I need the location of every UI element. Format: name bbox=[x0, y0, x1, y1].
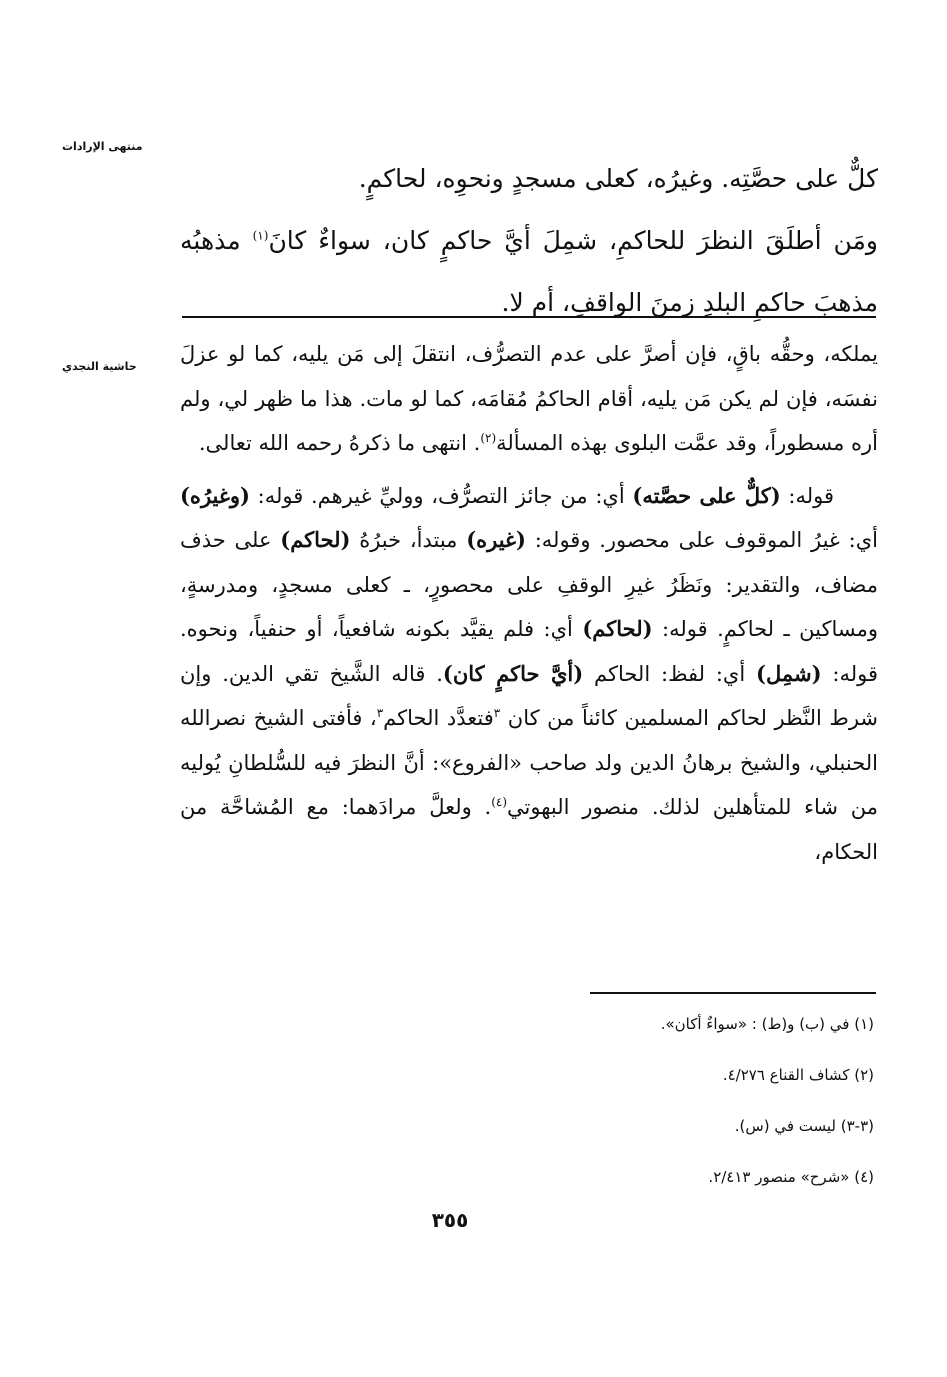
main-text-fragment: مذهبُه مذهبَ حاكمِ البلدِ زمنَ الواقفِ، أم لا. bbox=[180, 226, 878, 317]
commentary-fragment: ، فأفتى الشيخ نصرالله الحنبلي، والشيخ برهانُ الدين ولد صاحب «الفروع»: أنَّ النظرَ فيه للسُّلطانِ يُوليه من شاء للمتأهلين لذلك. منصور البهوتي bbox=[180, 706, 878, 819]
main-paragraph: كلٌّ على حصَّتِه. وغيرُه، كعلى مسجدٍ ونحوِه، لحاكمٍ. bbox=[358, 164, 878, 193]
footnote-ref: ٣ bbox=[376, 706, 384, 720]
commentary-fragment: مبتدأ، خبرُهُ bbox=[350, 528, 467, 552]
commentary-fragment: . انتهى ما ذكرهُ رحمه الله تعالى. bbox=[198, 431, 481, 455]
quoted-lemma: (وغيرُه) bbox=[180, 482, 250, 508]
commentary-fragment: أي: لفظ: الحاكم bbox=[583, 661, 757, 686]
commentary-paragraph bbox=[180, 474, 878, 875]
book-title-label: منتهى الإرادات bbox=[62, 140, 143, 153]
commentary-fragment: أي: غيرُ الموقوف على محصور. وقوله: bbox=[525, 528, 879, 552]
quoted-lemma: (شمِل) bbox=[756, 660, 822, 686]
commentary-fragment: أي: فلم يقيَّد بكونه شافعياً، أو حنفياً، ونحوه. قوله: bbox=[180, 617, 878, 686]
commentary-fragment: أي: من جائز التصرُّف، ووليِّ غيرهم. قوله: bbox=[249, 483, 633, 508]
commentary-text bbox=[180, 332, 878, 874]
commentary-fragment: يملكه، وحقُّه باقٍ، فإن أصرَّ على عدم التصرُّف، انتقلَ إلى مَن يليه، كما لو عزلَ نفسَه، فإن لم يكن مَن يليه، أقام الحاكمُ مُقامَه، كما لو مات. هذا ما ظهر لي، ولم أره مسطوراً، وقد عمَّت البلوى بهذه المسألة bbox=[180, 342, 878, 455]
page-number: ٣٥٥ bbox=[431, 1208, 469, 1232]
quoted-lemma: (أيَّ حاكمٍ كان) bbox=[442, 660, 584, 686]
footnote-ref: ٣ bbox=[493, 706, 501, 720]
footnote-4: (٤) «شرح» منصور ٢/٤١٣. bbox=[708, 1168, 874, 1186]
footnote-1: (١) في (ب) و(ط) : «سواءٌ أكان». bbox=[660, 1015, 874, 1033]
footnote-divider bbox=[590, 992, 876, 994]
footnote-ref: (٢) bbox=[480, 431, 497, 445]
footnote-ref: (١) bbox=[252, 228, 269, 243]
quoted-lemma: (غيره) bbox=[466, 527, 526, 552]
main-text bbox=[180, 148, 878, 334]
footnote-3: (٣-٣) ليست في (س). bbox=[734, 1117, 874, 1135]
commentary-fragment: . قاله الشَّيخ تقي الدين. وإن شرط النَّظر لحاكم المسلمين كائناً من كان bbox=[180, 661, 879, 730]
quoted-lemma: (كلٌّ على حصَّته) bbox=[632, 482, 781, 508]
commentary-fragment: على حذف مضاف، والتقدير: ونَظَرُ غيرِ الوقفِ على محصورٍ، ـ كعلى مسجدٍ، ومدرسةٍ، ومساكين ـ لحاكمٍ. قوله: bbox=[180, 528, 878, 641]
commentary-fragment: . ولعلَّ مرادَهما: مع المُشاحَّة من الحكام، bbox=[180, 795, 878, 864]
footnotes bbox=[180, 1006, 874, 1210]
main-text-fragment: ومَن أطلَقَ النظرَ للحاكمِ، شمِلَ أيَّ حاكمٍ كان، سواءٌ كانَ bbox=[268, 226, 879, 255]
quoted-lemma: (لحاكم) bbox=[280, 527, 351, 552]
section-divider bbox=[182, 316, 876, 318]
commentary-title-label: حاشية النجدي bbox=[62, 360, 137, 373]
footnote-ref: (٤) bbox=[491, 795, 508, 809]
commentary-fragment: فتعدَّد الحاكم bbox=[383, 706, 494, 730]
commentary-paragraph bbox=[180, 332, 878, 466]
commentary-fragment: قوله: bbox=[780, 483, 835, 508]
footnote-2: (٢) كشاف القناع ٤/٢٧٦. bbox=[722, 1066, 874, 1084]
quoted-lemma: (لحاكم) bbox=[582, 616, 653, 641]
